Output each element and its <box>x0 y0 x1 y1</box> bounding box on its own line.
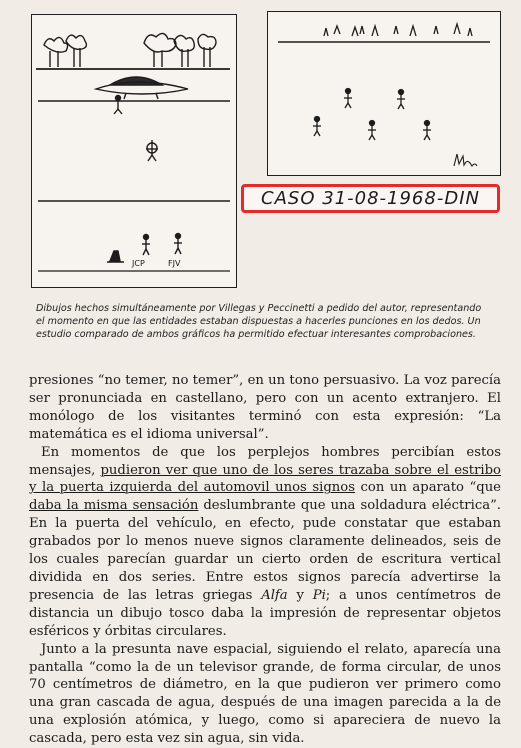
paragraph-2 <box>29 444 501 641</box>
right-sketch-illustration <box>268 12 500 175</box>
tree-row-right <box>324 24 472 36</box>
case-stamp: CASO 31-08-1968-DIN <box>241 184 500 213</box>
underlined-phrase: pudieron ver que uno de los seres trazaba sobre el estribo y la puerta izquierda del automovil unos signos <box>29 462 501 496</box>
text-run: con un aparato “que <box>354 480 501 496</box>
article-body <box>29 372 501 748</box>
tree-group-right <box>144 33 216 67</box>
paragraph-1 <box>29 372 501 444</box>
text-run: Junto a la presunta nave espacial, siguiendo el relato, aparecía una pantalla “como la de un televisor grande, de forma circular, de unos 70 centímetros de diámetro, en la que pudieron ver primero como una gran cascada de agua, después de una imagen parecida a la de una explosión atómica, y luego, como si apareciera de nuevo la cascada, pero esta vez sin agua, sin vida. <box>29 641 501 747</box>
text-run: ; a unos centímetros de distancia un dibujo tosco daba la impresión de representar objetos esféricos y órbitas circulares. <box>29 587 501 639</box>
text-run: Pi <box>312 587 326 603</box>
paragraph-3 <box>29 641 501 748</box>
figure-caption: Dibujos hechos simultáneamente por Villegas y Peccinetti a pedido del autor, representando el momento en que las entidades estaban dispuestas a hacerles punciones en los dedos. Un estudio comparado de ambos gráficos ha permitido efectuar interesantes comprobaciones. <box>36 303 482 340</box>
tree-group-left <box>44 35 86 67</box>
text-run: y <box>287 587 313 603</box>
left-drawing <box>31 14 237 288</box>
underlined-phrase: daba la misma sensación <box>29 498 199 514</box>
left-sketch-illustration <box>32 15 236 287</box>
label-fjv: FJV <box>168 259 181 268</box>
text-run: En momentos de que los perplejos hombres percibían estos mensajes, <box>29 444 501 478</box>
label-jcp: JCP <box>132 259 145 268</box>
text-run: presiones “no temer, no temer”, en un tono persuasivo. La voz parecía ser pronunciada en castellano, pero con un acento extranjero. El monólogo de los visitantes terminó con esta expresión: “La matemática es el idioma universal”. <box>29 373 501 442</box>
text-run: deslumbrante que una soldadura eléctrica”. En la puerta del vehículo, en efecto, pude constatar que estaban grabados por lo menos nueve signos claramente delineados, seis de los cuales parecían guardar un cierto orden de escritura vertical dividida en dos series. Entre estos signos parecía advertirse la presencia de las letras griegas <box>29 498 502 603</box>
text-run: Alfa <box>261 587 288 603</box>
right-drawing <box>267 11 501 176</box>
